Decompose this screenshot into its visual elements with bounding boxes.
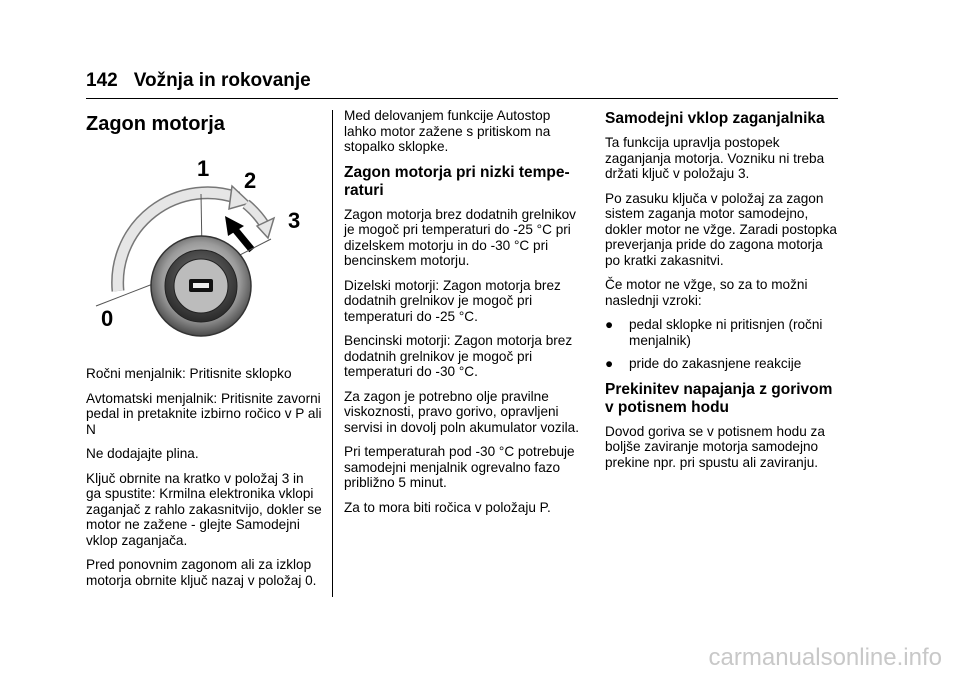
paragraph: Dovod goriva se v potisnem hodu za boljše zaviranje motorja samodejno prekine npr. pri spustu ali zaviranju. — [605, 423, 825, 470]
paragraph: Dizelski motorji: Zagon motorja brez dodatnih grelnikov je mogoč pri temperaturi do -25 °C. — [344, 277, 561, 324]
watermark: carmanualsonline.info — [708, 644, 942, 671]
paragraph: Ta funkcija upravlja postopek zaganjanja motorja. Vozniku ni treba držati ključ v položaju 3. — [605, 135, 825, 181]
paragraph: Za to mora biti ročica v položaju P. — [344, 499, 551, 515]
list-item: ● pride do zakasnjene reakcije — [605, 356, 802, 371]
column-divider — [332, 110, 333, 597]
position-tick-0 — [96, 282, 158, 306]
section-heading-fuel-cutoff: Prekinitev napajanja z gorivom v potisnem hodu — [605, 380, 833, 416]
header-rule — [86, 98, 838, 99]
page-number: 142 — [86, 70, 118, 91]
paragraph: Ključ obrnite na kratko v položaj 3 in ga spustite: Krmilna elektronika vklopi zaganjač z rahlo zakasnitvijo, dokler se motor ne zažene - glejte Samodejni vklop zaganjača. — [86, 470, 322, 548]
column-1 — [86, 108, 322, 597]
paragraph: Zagon motorja brez dodatnih grelnikov je mogoč pri temperaturi do -25 °C pri dizelskem motorju in do -30 °C pri bencinskem motorju. — [344, 206, 576, 268]
paragraph: Po zasuku ključa v položaj za zagon sistem zaganja motor samodejno, dokler motor ne vžge. Zaradi postopka preverjanja pride do zagona motorja po kratki zakasnitvi. — [605, 190, 837, 268]
ignition-switch-figure — [86, 146, 322, 351]
section-heading-auto-starter: Samodejni vklop zaganjalnika — [605, 110, 825, 127]
paragraph: Pri temperaturah pod -30 °C potrebuje samodejni menjalnik ogrevalno fazo približno 5 minut. — [344, 444, 575, 490]
position-label-0: 0 — [101, 306, 114, 331]
cause-list — [605, 317, 841, 372]
paragraph: Med delovanjem funkcije Autostop lahko motor zažene s pritiskom na stopalko sklopke. — [344, 108, 551, 154]
position-label-1: 1 — [197, 156, 210, 181]
list-item: ● pedal sklopke ni pritisnjen (ročni menjalnik) — [605, 317, 823, 348]
ignition-switch-illustration — [86, 146, 322, 351]
section-title: Vožnja in rokovanje — [133, 70, 311, 91]
position-label-2: 2 — [244, 168, 257, 193]
column-2 — [344, 108, 580, 524]
paragraph: Ne dodajajte plina. — [86, 446, 199, 461]
column-3 — [605, 108, 841, 479]
section-heading-low-temperature: Zagon motorja pri nizki temperaturi — [344, 163, 570, 199]
page-header — [86, 70, 311, 92]
bullet-icon: ● — [605, 317, 614, 332]
paragraph: Če motor ne vžge, so za to možni naslednji vzroki: — [605, 277, 808, 308]
paragraph: Bencinski motorji: Zagon motorja brez dodatnih grelnikov je mogoč pri temperaturi do -30 °C. — [344, 333, 573, 379]
paragraph: Za zagon je potrebno olje pravilne viskoznosti, pravo gorivo, opravljeni servisi in dovolj poln akumulator vozila. — [344, 388, 579, 435]
position-label-3: 3 — [288, 208, 301, 233]
paragraph: Avtomatski menjalnik: Pritisnite zavorni pedal in pretaknite izbirno ročico v P ali N — [86, 390, 322, 437]
bullet-icon: ● — [605, 356, 614, 371]
paragraph: Ročni menjalnik: Pritisnite sklopko — [86, 366, 292, 381]
section-heading-engine-start: Zagon motorja — [86, 113, 225, 135]
paragraph: Pred ponovnim zagonom ali za izklop motorja obrnite ključ nazaj v položaj 0. — [86, 557, 317, 588]
